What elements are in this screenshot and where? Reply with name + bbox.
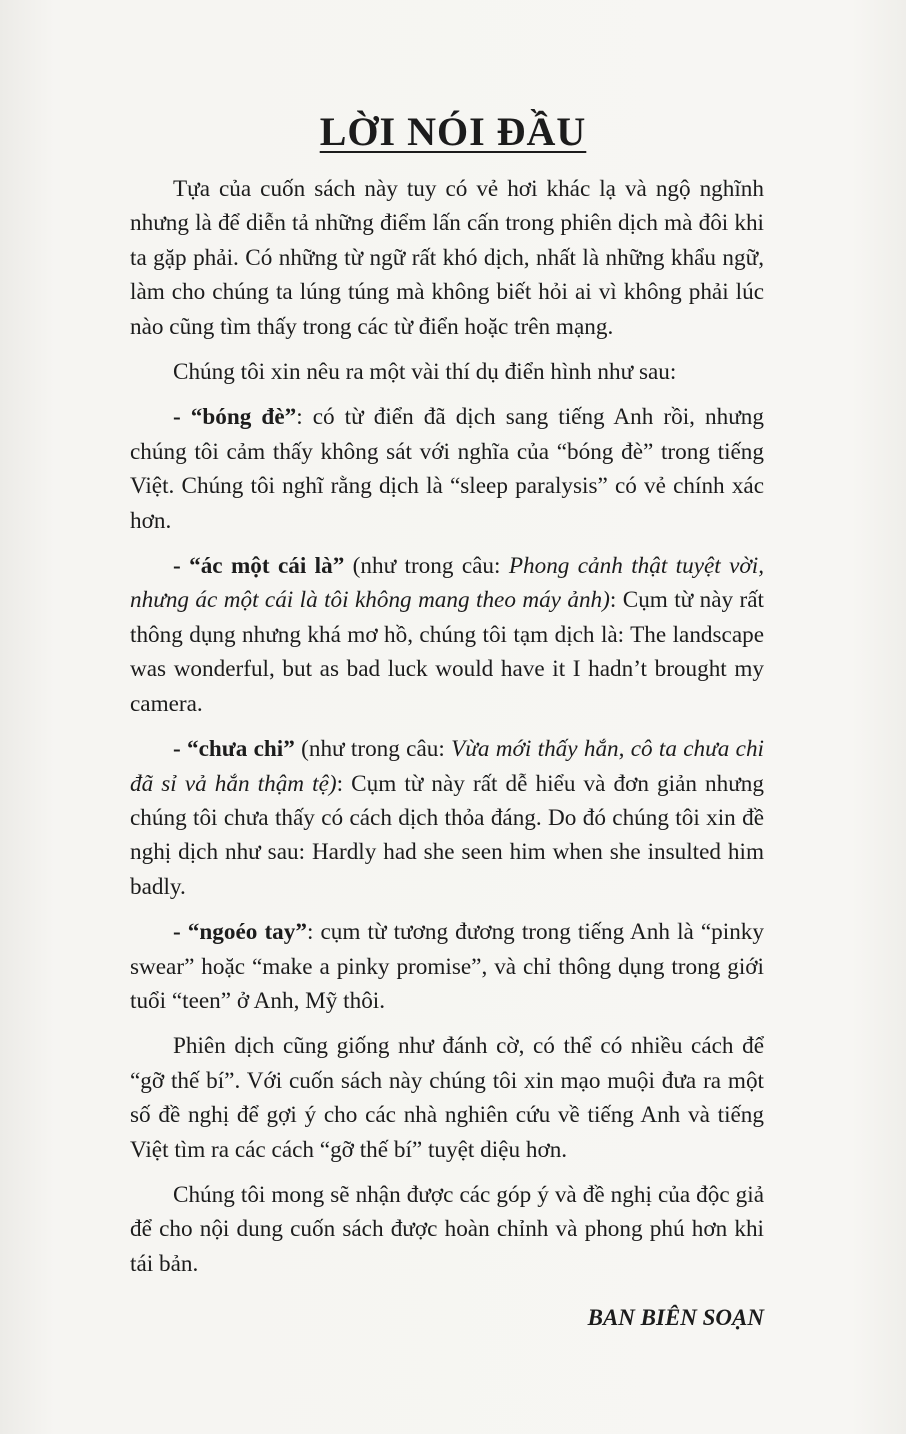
paragraph: Chúng tôi xin nêu ra một vài thí dụ điển hình như sau:	[173, 359, 677, 386]
example-term: - “ác một cái là”	[173, 553, 345, 580]
example-sentence: Vừa mới thấy hắn, cô ta chưa chi đã sỉ vả hắn thậm tệ)	[130, 736, 764, 797]
example-paragraph	[130, 732, 764, 904]
example-term: - “chưa chi”	[173, 736, 295, 763]
example-paragraph	[130, 549, 764, 721]
example-text: (như trong câu:	[294, 736, 452, 763]
example-paragraph	[130, 915, 764, 1018]
page-title: LỜI NÓI ĐẦU	[319, 109, 587, 154]
example-text: : Cụm từ này rất dễ hiểu và đơn giản nhưng chúng tôi chưa thấy có cách dịch thỏa đáng. Do đó chúng tôi xin đề nghị dịch như sau: Hardly had she seen him when she insulted him badly.	[130, 770, 764, 900]
preface-body	[130, 172, 764, 1292]
example-text: : Cụm từ này rất thông dụng nhưng khá mơ hồ, chúng tôi tạm dịch là: The landscape was wonderful, but as bad luck would have it I hadn’t brought my camera.	[130, 587, 764, 717]
paragraph: Phiên dịch cũng giống như đánh cờ, có thể có nhiều cách để “gỡ thế bí”. Với cuốn sách này chúng tôi xin mạo muội đưa ra một số đề nghị để gợi ý cho các nhà nghiên cứu về tiếng Anh và tiếng Việt tìm ra các cách “gỡ thế bí” tuyệt diệu hơn.	[130, 1033, 764, 1163]
example-text: : cụm từ tương đương trong tiếng Anh là “pinky swear” hoặc “make a pinky promise”, và chỉ thông dụng trong giới tuổi “teen” ở Anh, Mỹ thôi.	[130, 919, 764, 1014]
example-term: - “bóng đè”	[173, 404, 297, 431]
paragraph: Chúng tôi mong sẽ nhận được các góp ý và đề nghị của độc giả để cho nội dung cuốn sách được hoàn chỉnh và phong phú hơn khi tái bản.	[130, 1181, 764, 1277]
paragraph: Tựa của cuốn sách này tuy có vẻ hơi khác lạ và ngộ nghĩnh nhưng là để diễn tả những điểm lấn cấn trong phiên dịch mà đôi khi ta gặp phải. Có những từ ngữ rất khó dịch, nhất là những khẩu ngữ, làm cho chúng ta lúng túng mà không biết hỏi ai vì không phải lúc nào cũng tìm thấy trong các từ điển hoặc trên mạng.	[130, 176, 764, 340]
example-sentence: Phong cảnh thật tuyệt vời, nhưng ác một cái là tôi không mang theo máy ảnh)	[130, 553, 764, 614]
example-paragraph	[130, 400, 764, 538]
example-text: : có từ điển đã dịch sang tiếng Anh rồi, nhưng chúng tôi cảm thấy không sát với nghĩa của “bóng đè” trong tiếng Việt. Chúng tôi nghĩ rằng dịch là “sleep paralysis” có vẻ chính xác hơn.	[130, 404, 764, 534]
signature: BAN BIÊN SOẠN	[587, 1305, 764, 1330]
example-term: - “ngoéo tay”	[173, 919, 307, 946]
example-text: (như trong câu:	[344, 553, 509, 580]
